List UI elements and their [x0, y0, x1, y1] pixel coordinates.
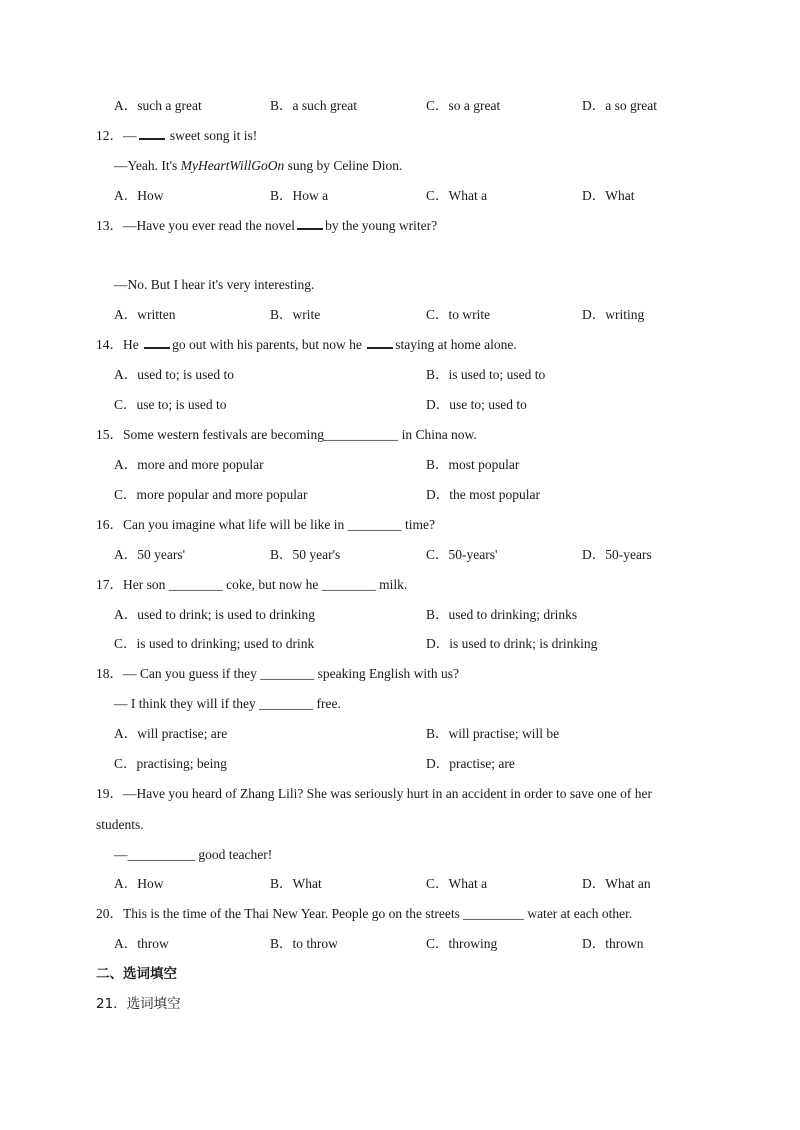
q20-number: 20．: [96, 906, 123, 921]
q15-option-b: B．most popular: [426, 457, 520, 472]
q19-number: 19．: [96, 786, 123, 801]
q13-option-d: D．writing: [582, 307, 645, 322]
q18-option-a: A．will practise; are: [114, 726, 228, 741]
q14-number: 14．: [96, 337, 123, 352]
q15-number: 15．: [96, 427, 123, 442]
q13-option-a: A．written: [114, 307, 176, 322]
q12-option-a: A．How: [114, 188, 164, 203]
q12-reply: —Yeah. It's MyHeartWillGoOn sung by Celine Dion.: [114, 158, 403, 173]
q17-option-d: D．is used to drink; is drinking: [426, 636, 598, 651]
q18-option-d: D．practise; are: [426, 756, 515, 771]
q17-option-b: B．used to drinking; drinks: [426, 607, 578, 622]
q11-option-d: D．a so great: [582, 98, 657, 113]
q16-option-a: A．50 years': [114, 547, 186, 562]
q20-option-a: A．throw: [114, 936, 169, 951]
q12-option-d: D．What: [582, 188, 635, 203]
section-2-title: 二、选词填空: [96, 966, 177, 982]
q19-option-d: D．What an: [582, 876, 651, 891]
q13-number: 13．: [96, 218, 123, 233]
q20-prompt: 20．This is the time of the Thai New Year. People go on the streets _________ water at each other.: [96, 906, 633, 921]
q11-option-b: B．a such great: [270, 98, 357, 113]
q11-option-a: A．such a great: [114, 98, 202, 113]
q14-blank-2: [367, 335, 393, 349]
q12-prompt: 12．— sweet song it is!: [96, 128, 258, 143]
q20-option-b: B．to throw: [270, 936, 338, 951]
q18-prompt: 18．— Can you guess if they ________ speaking English with us?: [96, 666, 459, 681]
q11-option-c: C．so a great: [426, 98, 501, 113]
q19-option-b: B．What: [270, 876, 322, 891]
q12-option-c: C．What a: [426, 188, 488, 203]
q19-prompt-line2: students.: [96, 817, 144, 832]
q13-option-c: C．to write: [426, 307, 491, 322]
q17-option-a: A．used to drink; is used to drinking: [114, 607, 315, 622]
q19-option-a: A．How: [114, 876, 164, 891]
q14-prompt: 14．He go out with his parents, but now he staying at home alone.: [96, 337, 517, 352]
q12-song-title: MyHeartWillGoOn: [180, 158, 285, 173]
q18-number: 18．: [96, 666, 123, 681]
q14-option-a: A．used to; is used to: [114, 367, 234, 382]
q13-blank: [297, 216, 323, 230]
q17-option-c: C．is used to drinking; used to drink: [114, 636, 315, 651]
q18-option-c: C．practising; being: [114, 756, 227, 771]
q13-reply: —No. But I hear it's very interesting.: [114, 277, 315, 292]
q15-option-d: D．the most popular: [426, 487, 540, 502]
q15-prompt: 15．Some western festivals are becoming___________ in China now.: [96, 427, 477, 442]
q19-option-c: C．What a: [426, 876, 488, 891]
q14-option-b: B．is used to; used to: [426, 367, 546, 382]
q13-prompt: 13．—Have you ever read the novel by the young writer?: [96, 218, 438, 233]
q16-option-c: C．50-years': [426, 547, 498, 562]
q12-number: 12．: [96, 128, 123, 143]
q19-prompt-line1: 19．—Have you heard of Zhang Lili? She was seriously hurt in an accident in order to save one of her: [96, 786, 652, 801]
q14-option-c: C．use to; is used to: [114, 397, 227, 412]
q20-option-d: D．thrown: [582, 936, 644, 951]
q20-option-c: C．throwing: [426, 936, 498, 951]
q12-blank: [139, 126, 165, 140]
q12-option-b: B．How a: [270, 188, 329, 203]
q15-option-c: C．more popular and more popular: [114, 487, 308, 502]
q18-option-b: B．will practise; will be: [426, 726, 560, 741]
q18-reply: — I think they will if they ________ free.: [114, 696, 341, 711]
q16-option-d: D．50-years: [582, 547, 652, 562]
q16-number: 16．: [96, 517, 123, 532]
q17-number: 17．: [96, 577, 123, 592]
q14-blank-1: [144, 335, 170, 349]
q15-option-a: A．more and more popular: [114, 457, 264, 472]
q21-prompt: 21．选词填空: [96, 996, 181, 1012]
q17-prompt: 17．Her son ________ coke, but now he ________ milk.: [96, 577, 408, 592]
q13-option-b: B．write: [270, 307, 321, 322]
q19-reply: —__________ good teacher!: [114, 847, 273, 862]
q14-option-d: D．use to; used to: [426, 397, 527, 412]
q16-option-b: B．50 year's: [270, 547, 341, 562]
q21-number: 21．: [96, 996, 127, 1012]
q16-prompt: 16．Can you imagine what life will be like in ________ time?: [96, 517, 435, 532]
